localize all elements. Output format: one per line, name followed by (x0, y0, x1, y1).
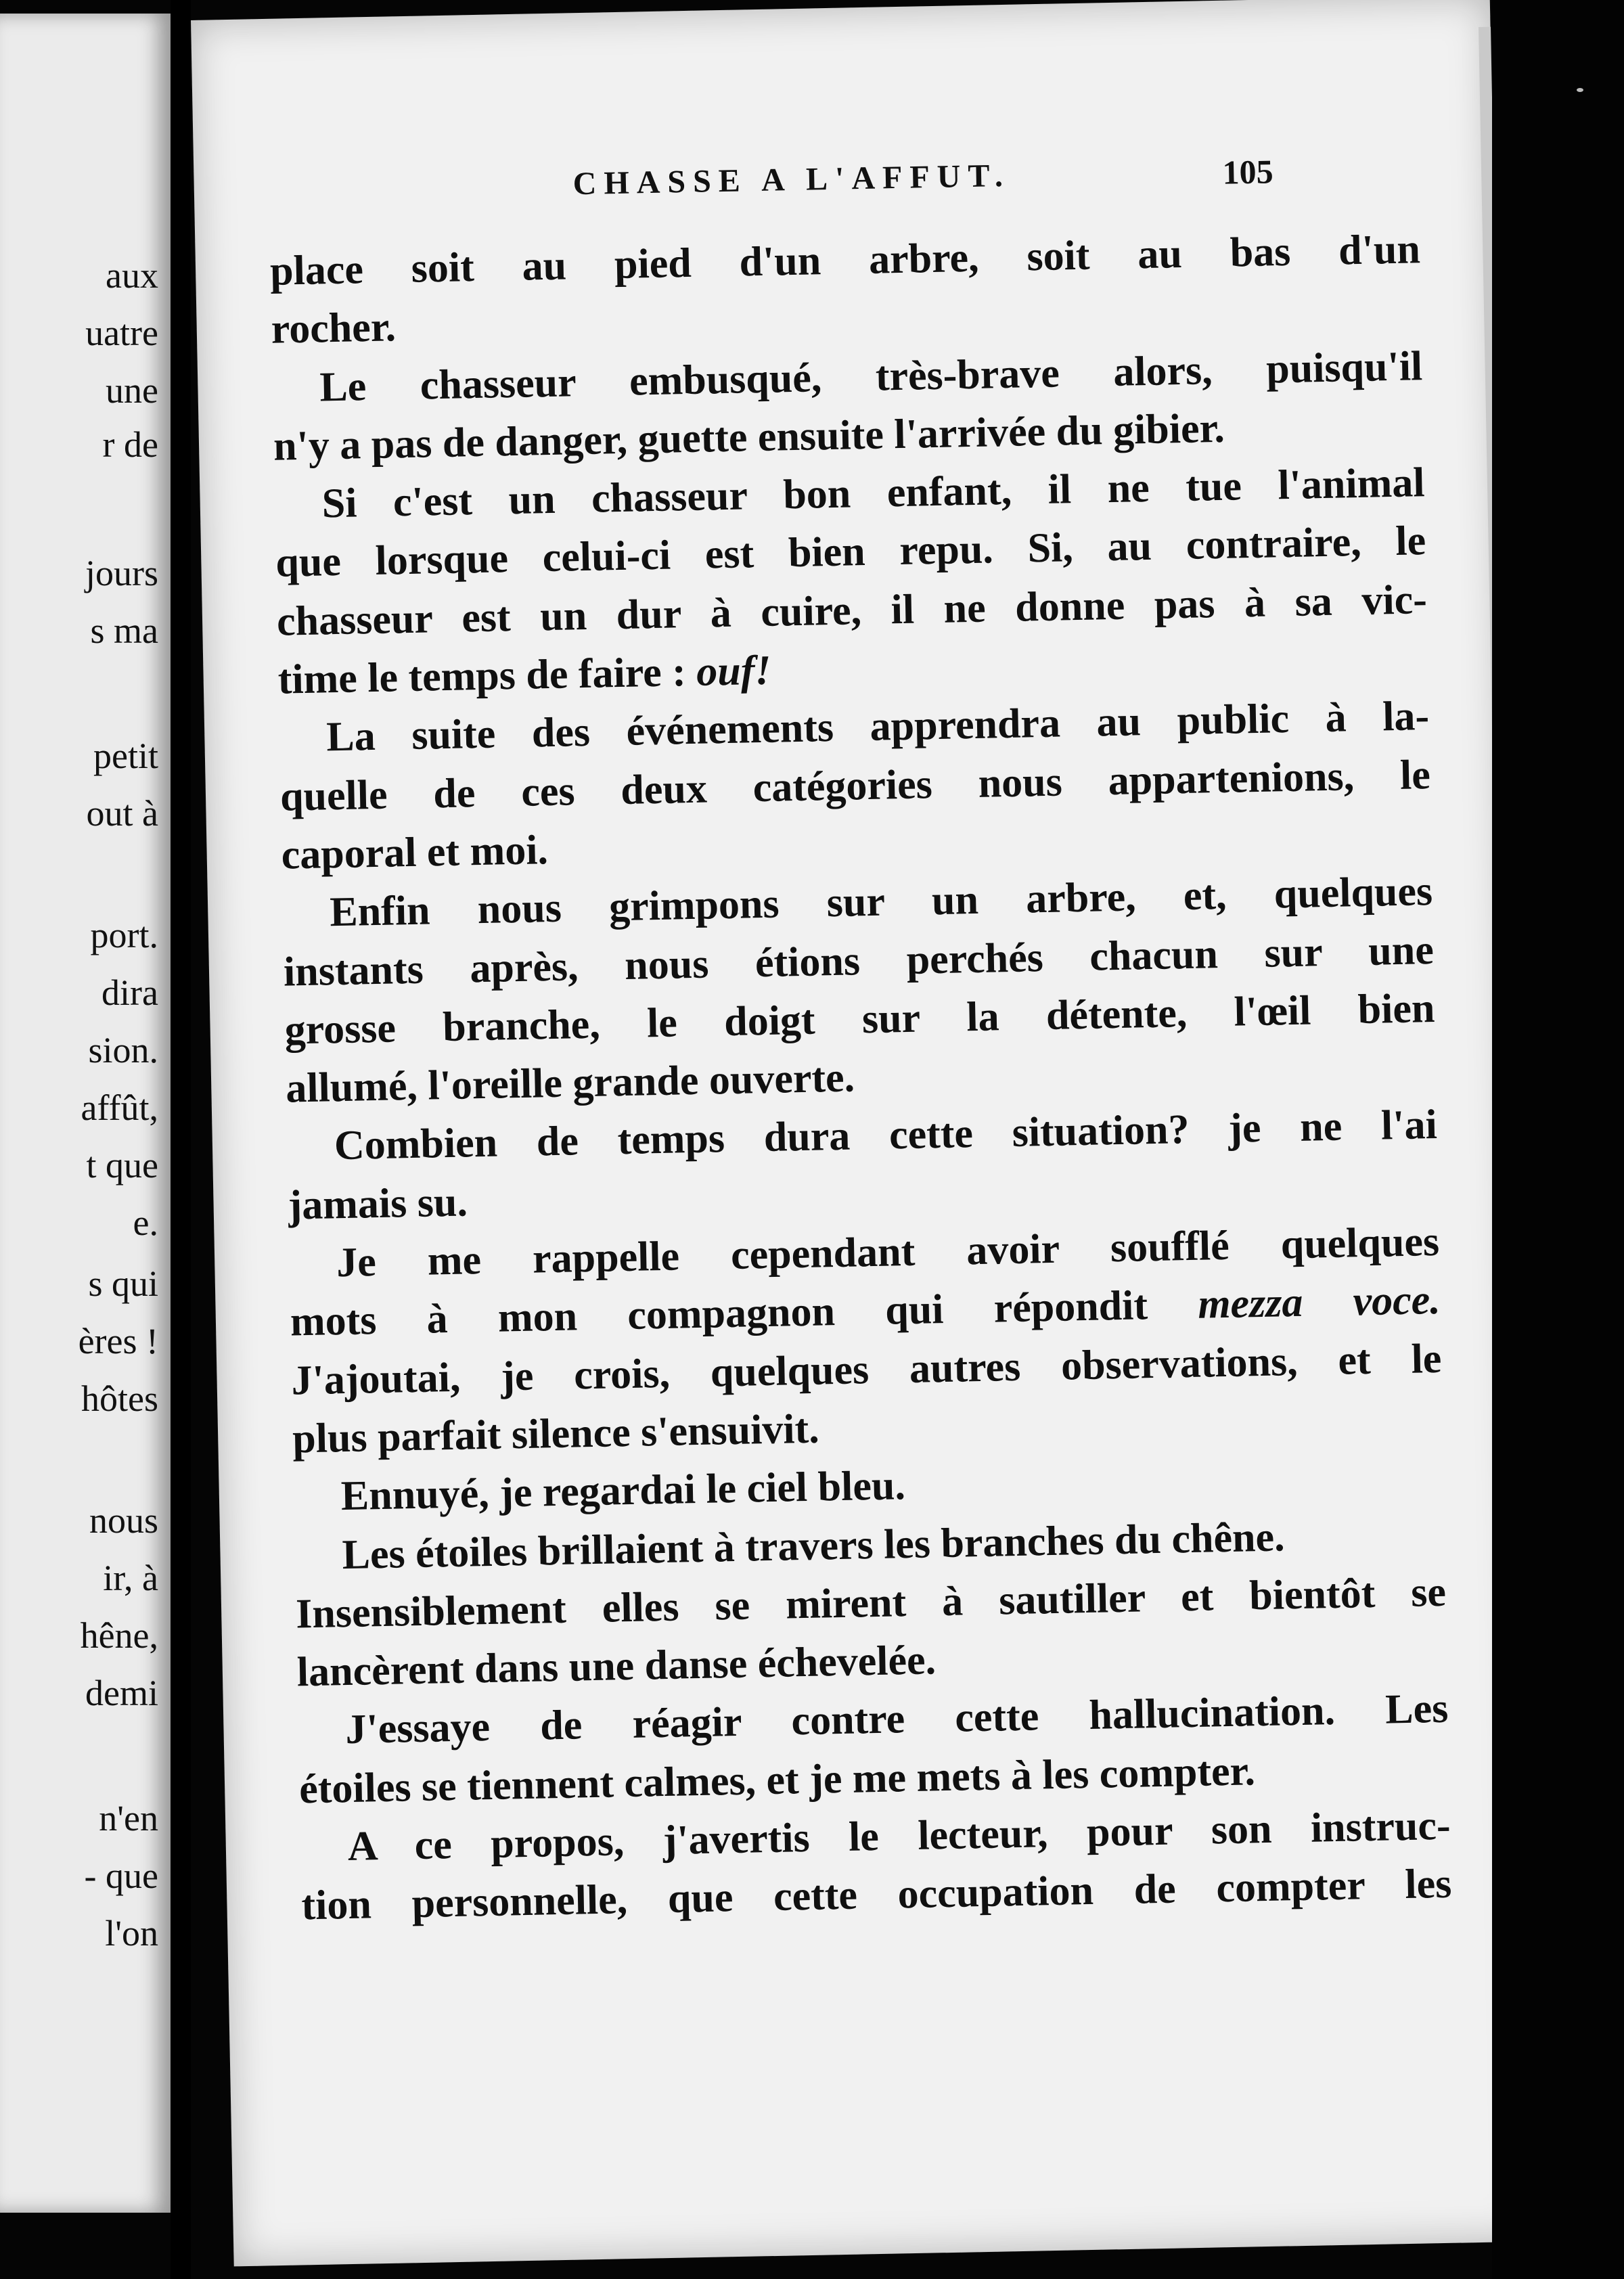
left-page-line: - que (84, 1855, 158, 1896)
text-line: n'y a pas de danger, guette ensuite l'arrivée du gibier. (273, 405, 1225, 470)
running-title: CHASSE A L'AFFUT. (572, 157, 1011, 202)
left-page-line: port. (90, 915, 158, 955)
scan-background (1492, 0, 1624, 2279)
page-number: 105 (1222, 152, 1274, 191)
left-page-line: uatre (85, 313, 158, 353)
text-line: J'essaye de réagir contre cette hallucination. Les (344, 1686, 1449, 1753)
text-line: lancèrent dans une danse échevelée. (296, 1637, 937, 1696)
left-page-line: hêne, (80, 1615, 158, 1656)
left-page-line: jours (85, 553, 158, 593)
left-page-line: petit (93, 736, 158, 776)
left-page-line: t que (86, 1145, 158, 1186)
left-page-line: out à (86, 793, 158, 834)
left-page-line: affût, (81, 1087, 158, 1128)
book-gutter (171, 0, 191, 2279)
left-page-line: demi (85, 1673, 158, 1713)
text-line: étoiles se tiennent calmes, et je me mets à les compter. (298, 1748, 1256, 1813)
text-line-roman: time le temps de faire : (277, 648, 697, 703)
dust-speck (1577, 88, 1583, 92)
text-line: grosse branche, le doigt sur la détente, l'œil bien (284, 985, 1436, 1054)
text-line: Le chasseur embusqué, très-brave alors, puisqu'il (319, 342, 1423, 411)
left-page-line: n'en (99, 1798, 158, 1838)
left-page-line: ères ! (78, 1321, 158, 1361)
left-page-line: hôtes (81, 1378, 158, 1419)
text-line: Enfin nous grimpons sur un arbre, et, quelques (329, 868, 1433, 936)
text-line-italic: ouf! (696, 647, 772, 695)
text-line: Si c'est un chasseur bon enfant, il ne tue l'animal (321, 459, 1426, 527)
text-line: Je me rappelle cependant avoir soufflé quelques (336, 1218, 1440, 1286)
text-line: quelle de ces deux catégories nous appartenions, le (279, 751, 1431, 820)
left-page-line: s qui (88, 1263, 158, 1304)
text-line: Ennuyé, je regardai le ciel bleu. (340, 1462, 906, 1520)
left-page-line: s ma (90, 610, 158, 651)
text-line: place soit au pied d'un arbre, soit au bas d'un (269, 226, 1421, 294)
body-text (269, 220, 1452, 1935)
left-page-line: sion. (88, 1030, 158, 1070)
text-line: La suite des événements apprendra au public à la- (325, 693, 1430, 761)
text-line: jamais su. (287, 1179, 468, 1229)
right-page (191, 0, 1533, 2266)
text-line: Insensiblement elles se mirent à sautiller et bientôt se (295, 1569, 1447, 1638)
text-line: J'ajoutai, je crois, quelques autres observations, et le (290, 1335, 1442, 1404)
text-line: plus parfait silence s'ensuivit. (292, 1405, 820, 1462)
text-line: Combien de temps dura cette situation? je ne l'ai (334, 1102, 1438, 1169)
text-line: tion personnelle, que cette occupation de compter les (300, 1861, 1452, 1929)
left-page-line: aux (106, 255, 158, 296)
text-line: chasseur est un dur à cuire, il ne donne pas à sa vic- (276, 576, 1428, 645)
left-page (0, 14, 171, 2213)
text-line: instants après, nous étions perchés chacun sur une (283, 926, 1435, 995)
left-page-line: dira (102, 972, 158, 1013)
text-line: caporal et moi. (281, 827, 549, 878)
left-page-line: l'on (105, 1913, 158, 1954)
text-line: rocher. (271, 304, 397, 353)
text-line-roman: mots à mon compagnon qui répondit (290, 1282, 1198, 1345)
left-page-line: e. (133, 1202, 158, 1243)
left-page-line: nous (89, 1500, 158, 1541)
text-line-italic: mezza voce. (1197, 1277, 1441, 1328)
page-header (194, 148, 1493, 227)
left-page-line: r de (102, 424, 158, 465)
text-line: A ce propos, j'avertis le lecteur, pour son instruc- (347, 1802, 1451, 1870)
text-line: Les étoiles brillaient à travers les branches du chêne. (341, 1513, 1286, 1578)
text-line: allumé, l'oreille grande ouverte. (285, 1054, 855, 1112)
text-line: que lorsque celui-ci est bien repu. Si, au contraire, le (275, 518, 1426, 587)
left-page-line: une (106, 370, 158, 411)
left-page-line: ir, à (103, 1558, 158, 1598)
